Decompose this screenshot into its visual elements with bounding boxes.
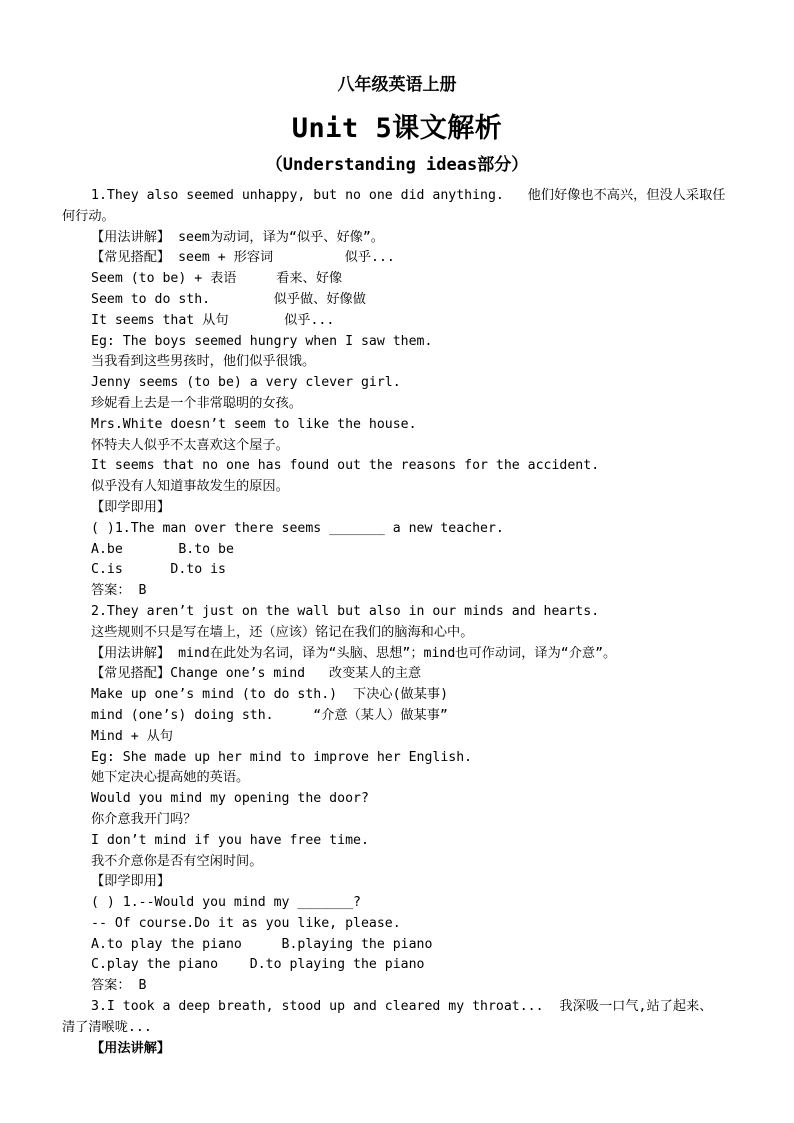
- text-line: 2.They aren’t just on the wall but also in our minds and hearts.: [91, 603, 600, 619]
- text-line: 何行动。: [62, 208, 115, 224]
- text-line: 【即学即用】: [91, 874, 171, 890]
- text-line: ( ) 1.--Would you mind my _______?: [91, 895, 361, 911]
- text-line: 【用法讲解】 seem为动词，译为“似乎、好像”。: [91, 229, 384, 245]
- grade-heading: 八年级英语上册: [337, 75, 457, 95]
- text-line: 答案： B: [91, 978, 147, 994]
- unit-title: Unit 5课文解析: [291, 113, 503, 144]
- text-line: 答案： B: [91, 583, 147, 599]
- text-line: It seems that no one has found out the reasons for the accident.: [91, 458, 600, 474]
- text-line: 【常见搭配】Change one’s mind 改变某人的主意: [91, 666, 422, 682]
- text-line: 怀特夫人似乎不太喜欢这个屋子。: [91, 437, 289, 453]
- text-line: 她下定决心提高她的英语。: [91, 770, 250, 786]
- text-line: Jenny seems (to be) a very clever girl.: [91, 375, 401, 391]
- text-line: 清了清喉咙...: [62, 1019, 152, 1035]
- text-line: 你介意我开门吗？: [91, 811, 197, 827]
- text-line: 【用法讲解】: [91, 1040, 171, 1056]
- text-line: Mrs.White doesn’t seem to like the house.: [91, 416, 417, 432]
- text-line: 【用法讲解】 mind在此处为名词，译为“头脑、思想”；mind也可作动词，译为“介意”。: [91, 645, 617, 661]
- text-line: Seem to do sth. 似乎做、好像做: [91, 291, 366, 307]
- text-line: C.is D.to is: [91, 562, 226, 578]
- text-line: -- Of course.Do it as you like, please.: [91, 915, 401, 931]
- text-line: 【即学即用】: [91, 499, 171, 515]
- text-line: Eg: The boys seemed hungry when I saw them.: [91, 333, 433, 349]
- text-line: Eg: She made up her mind to improve her English.: [91, 749, 473, 765]
- text-line: Would you mind my opening the door?: [91, 791, 369, 807]
- text-line: C.play the piano D.to playing the piano: [91, 957, 425, 973]
- text-line: 3.I took a deep breath, stood up and cleared my throat... 我深吸一口气,站了起来、: [91, 999, 713, 1015]
- text-line: It seems that 从句 似乎...: [91, 312, 335, 328]
- text-line: A.be B.to be: [91, 541, 234, 557]
- document-body: [62, 186, 742, 1059]
- text-line: Make up one’s mind (to do sth.) 下决心(做某事): [91, 687, 449, 703]
- text-line: 似乎没有人知道事故发生的原因。: [91, 479, 289, 495]
- text-line: 1.They also seemed unhappy, but no one did anything. 他们好像也不高兴，但没人采取任: [91, 188, 726, 203]
- text-line: I don’t mind if you have free time.: [91, 832, 369, 848]
- text-line: mind (one’s) doing sth. “介意（某人）做某事”: [91, 707, 448, 723]
- text-line: 当我看到这些男孩时，他们似乎很饿。: [91, 354, 316, 370]
- text-line: 我不介意你是否有空闲时间。: [91, 853, 263, 869]
- text-line: Seem (to be) + 表语 看来、好像: [91, 271, 343, 287]
- section-subtitle: （Understanding ideas部分）: [265, 155, 529, 175]
- text-line: A.to play the piano B.playing the piano: [91, 936, 433, 952]
- text-line: 珍妮看上去是一个非常聪明的女孩。: [91, 395, 302, 411]
- text-line: ( )1.The man over there seems _______ a new teacher.: [91, 520, 504, 536]
- text-line: Mind + 从句: [91, 728, 173, 744]
- text-line: 这些规则不只是写在墙上，还（应该）铭记在我们的脑海和心中。: [91, 624, 474, 640]
- text-line: 【常见搭配】 seem + 形容词 似乎...: [91, 250, 395, 266]
